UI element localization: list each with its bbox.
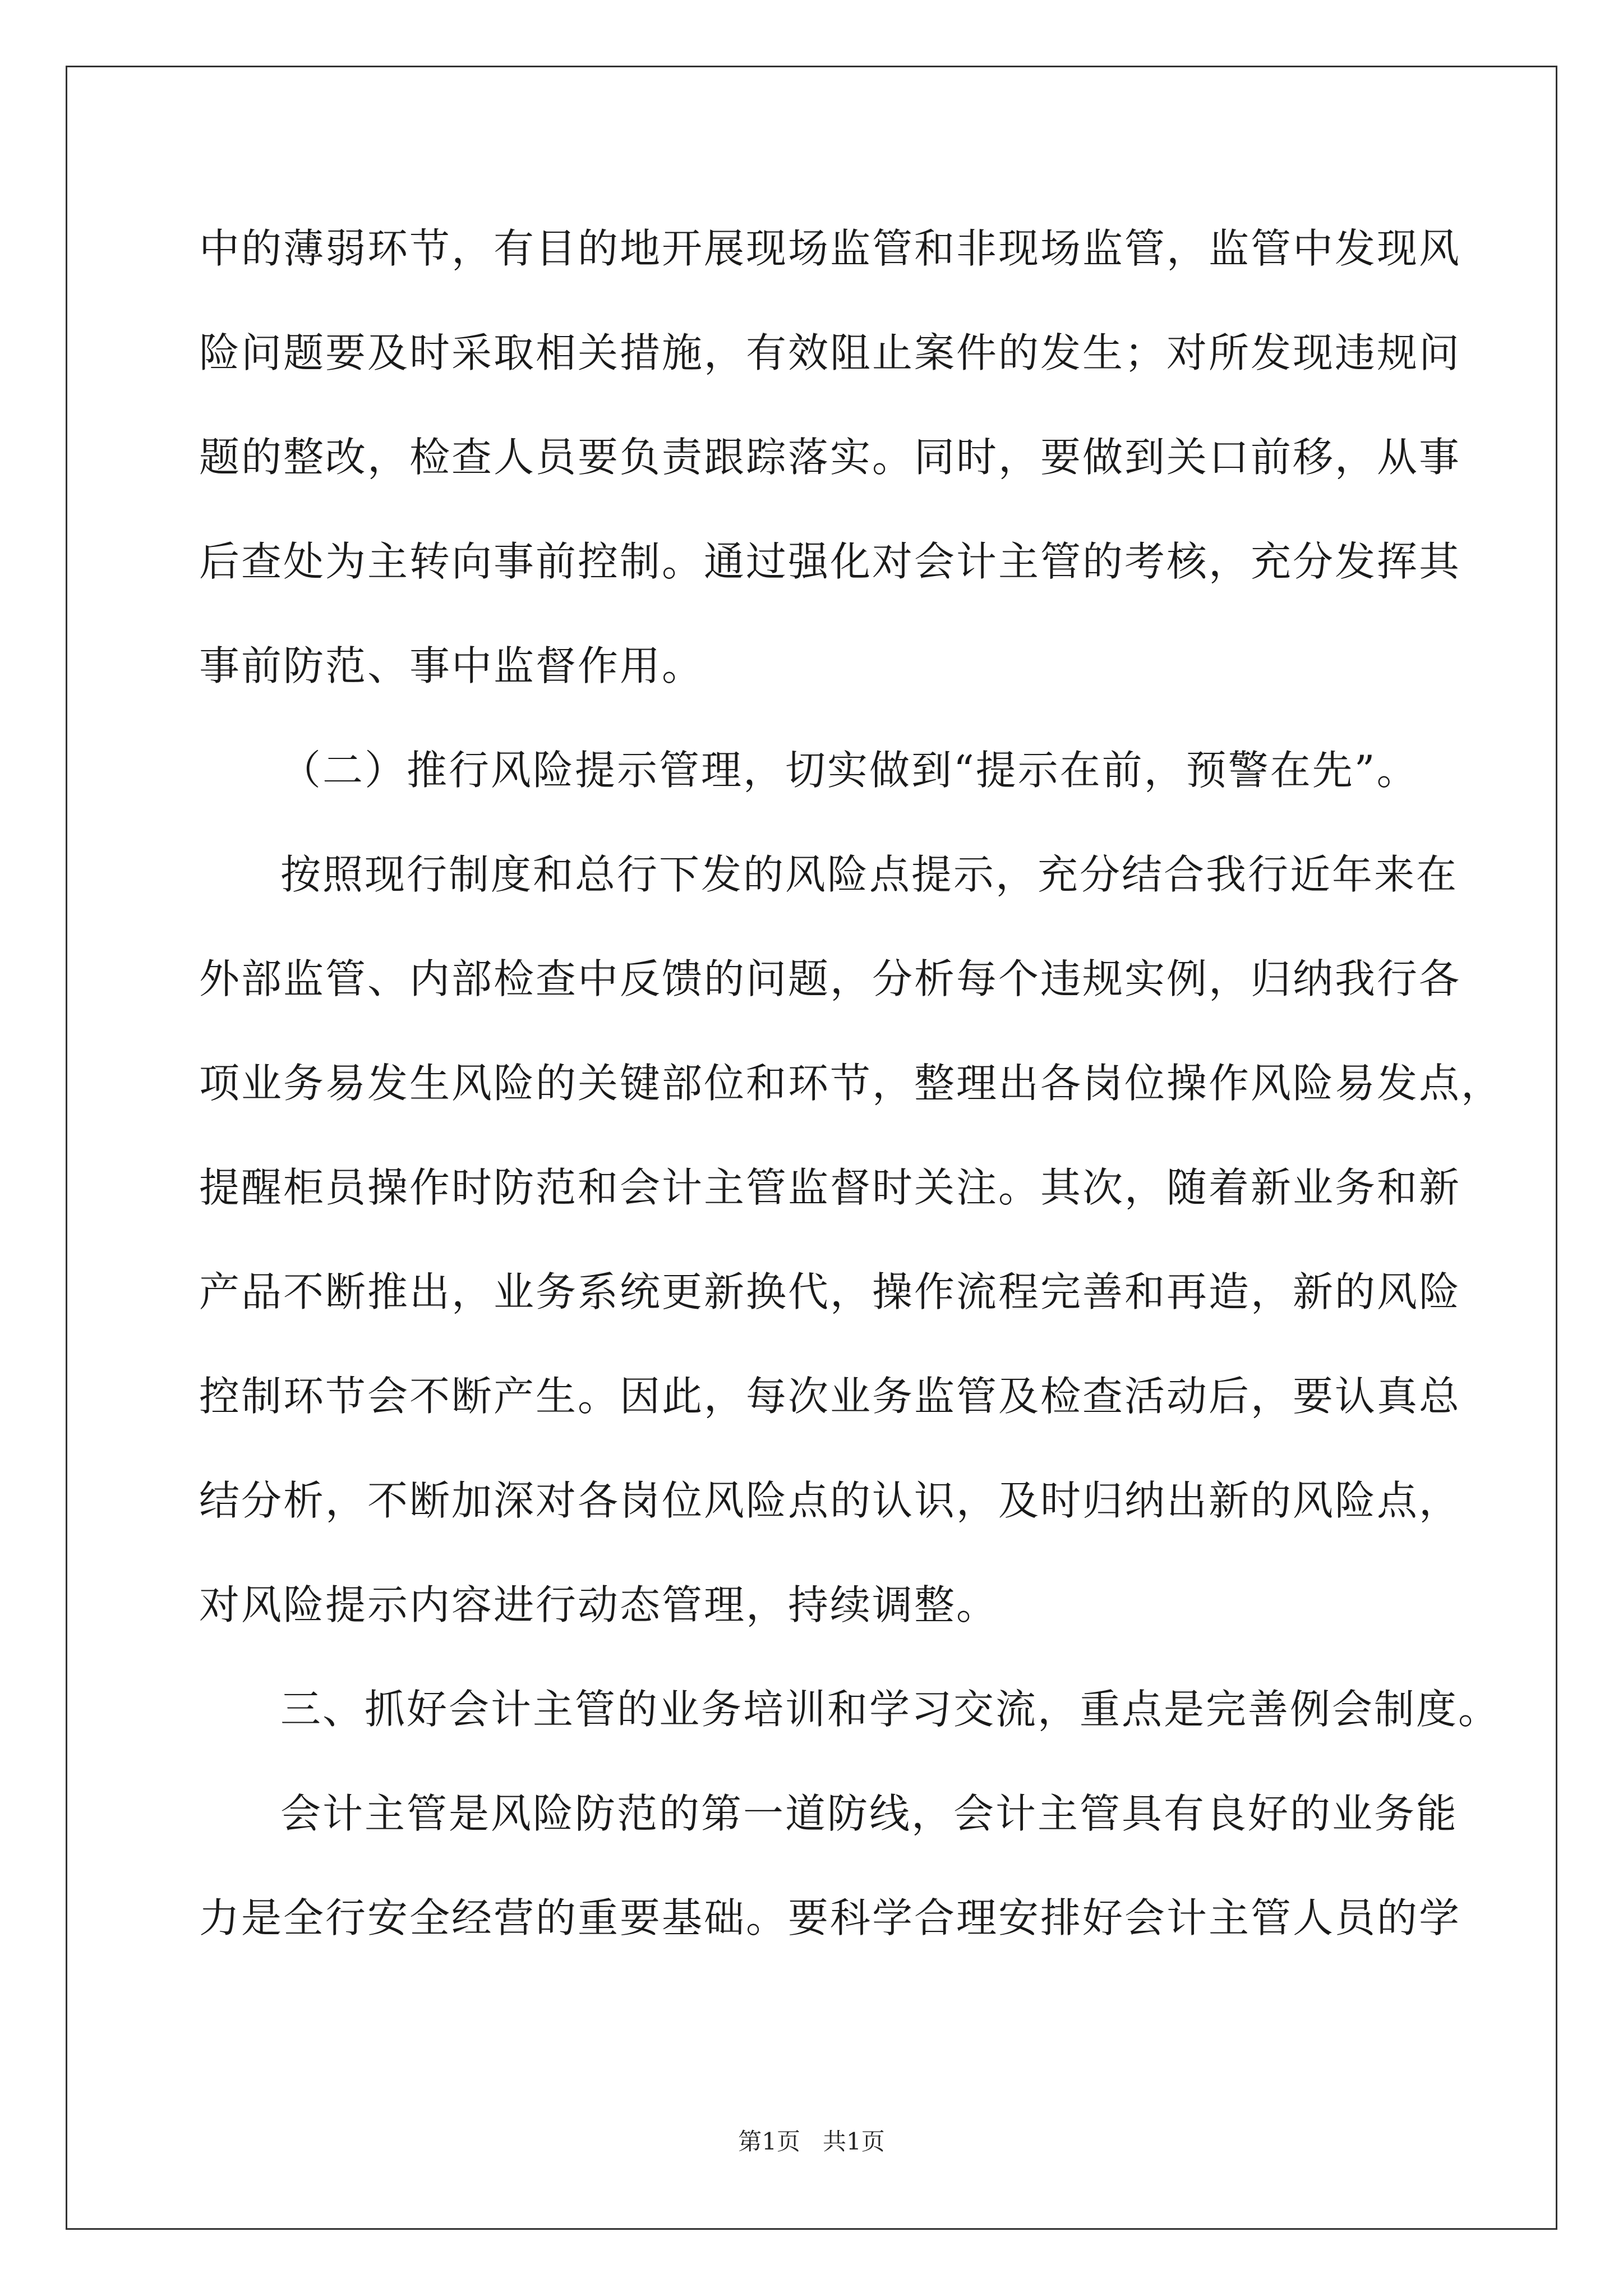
text-line: 产品不断推出，业务系统更新换代，操作流程完善和再造，新的风险 (199, 1268, 1461, 1315)
text-line: 中的薄弱环节，有目的地开展现场监管和非现场监管，监管中发现风 (199, 225, 1461, 272)
text-line: 结分析，不断加深对各岗位风险点的认识，及时归纳出新的风险点， (199, 1477, 1461, 1524)
text-line: 按照现行制度和总行下发的风险点提示，充分结合我行近年来在 (280, 851, 1459, 898)
page-number: 第1页 共1页 (738, 2128, 885, 2155)
text-line: 提醒柜员操作时防范和会计主管监督时关注。其次，随着新业务和新 (199, 1164, 1461, 1211)
section-heading: （二）推行风险提示管理，切实做到“提示在前，预警在先”。 (280, 747, 1419, 794)
section-heading: 三、抓好会计主管的业务培训和学习交流，重点是完善例会制度。 (280, 1686, 1501, 1733)
text-line: 会计主管是风险防范的第一道防线，会计主管具有良好的业务能 (280, 1790, 1459, 1837)
text-line: 险问题要及时采取相关措施，有效阻止案件的发生；对所发现违规问 (199, 329, 1461, 376)
text-line: 外部监管、内部检查中反馈的问题，分析每个违规实例，归纳我行各 (199, 955, 1461, 1002)
text-line: 后查处为主转向事前控制。通过强化对会计主管的考核，充分发挥其 (199, 538, 1461, 585)
text-line: 控制环节会不断产生。因此，每次业务监管及检查活动后，要认真总 (199, 1373, 1461, 1420)
text-line: 事前防范、事中监督作用。 (199, 642, 704, 689)
text-line: 题的整改，检查人员要负责跟踪落实。同时，要做到关口前移，从事 (199, 434, 1461, 481)
text-line: 项业务易发生风险的关键部位和环节，整理出各岗位操作风险易发点， (199, 1060, 1504, 1107)
text-line: 力是全行安全经营的重要基础。要科学合理安排好会计主管人员的学 (199, 1894, 1461, 1941)
text-line: 对风险提示内容进行动态管理，持续调整。 (199, 1581, 999, 1628)
